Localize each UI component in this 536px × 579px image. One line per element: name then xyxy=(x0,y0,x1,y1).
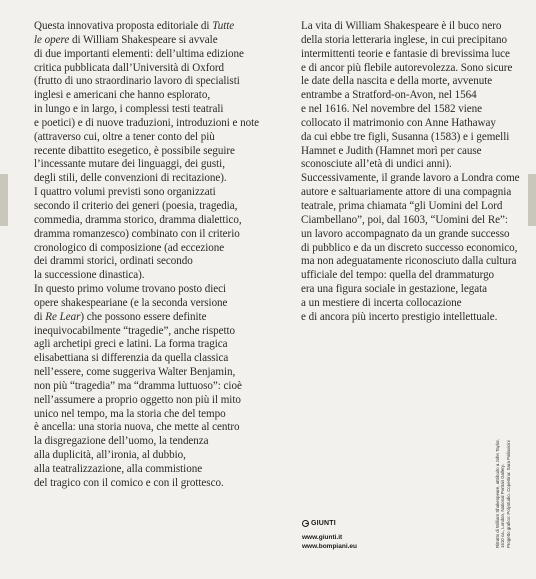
text-line: dei drammi storici, ordinati secondo xyxy=(34,255,193,268)
text-line: l’incessante mutare dei linguaggi, dei gusti, xyxy=(34,158,225,171)
image-credits xyxy=(495,439,511,548)
text-line: non più “tragedia” ma “dramma luttuoso”: cioè xyxy=(34,379,242,392)
publisher-name: GIUNTI xyxy=(311,520,336,527)
text-line: elisabettiana si differenzia da quella classica xyxy=(34,352,229,365)
text-line: dramma romanzesco) combinato con il criterio xyxy=(34,227,240,240)
text-line: entrambe a Stratford-on-Avon, nel 1564 xyxy=(301,89,477,102)
text-line: Hamnet e Judith (Hamnet morì per cause xyxy=(301,144,482,157)
text-line: La vita di William Shakespeare è il buco nero xyxy=(301,20,502,32)
text-line: le opere di William Shakespeare si avvale xyxy=(34,33,218,46)
text-line: secondo il criterio dei generi (poesia, tragedia, xyxy=(34,199,238,212)
text-line: ufficiale del tempo: quella del drammaturgo xyxy=(301,269,495,282)
text-line: agli archetipi greci e latini. La forma tragica xyxy=(34,338,228,351)
text-line: alla teatralizzazione, alla commistione xyxy=(34,463,203,475)
credit-line: Progetto grafico: Polystudio. Copertina: Sara Pallavicini xyxy=(505,440,511,548)
text-line: della storia letteraria inglese, in cui precipitano xyxy=(301,33,507,46)
text-line: In questo primo volume trovano posto dieci xyxy=(34,283,227,296)
text-line: e poetici) e di nuove traduzioni, introduzioni e note xyxy=(34,116,260,129)
text-line: in lungo e in largo, i complessi testi teatrali xyxy=(34,103,224,116)
text-line: recente dibattito esegetico, è possibile seguire xyxy=(34,144,235,157)
left-paragraph-volumes xyxy=(34,186,264,283)
text-line: e nel 1616. Nel novembre del 1582 viene xyxy=(301,103,483,116)
text-line: inequivocabilmente “tragedie”, anche rispetto xyxy=(34,324,236,337)
left-paragraph-intro xyxy=(34,20,264,186)
credit-line: Ritratto di William Shakespeare, attribuito a John Taylor, xyxy=(495,439,500,548)
left-paragraph-first-volume xyxy=(34,283,264,491)
text-line: degli stili, delle convenzioni di recitazione). xyxy=(34,172,227,185)
text-line: commedia, dramma storico, dramma dialettico, xyxy=(34,213,242,226)
text-line: Questa innovativa proposta editoriale di Tutte xyxy=(34,20,235,32)
text-line: di pubblico e da un discreto successo economico, xyxy=(301,241,518,254)
text-line: le date della nascita e della morte, avvenute xyxy=(301,75,493,88)
text-line: nell’essere, come suggeriva Walter Benjamin, xyxy=(34,366,236,379)
right-paragraph-career xyxy=(301,172,520,324)
text-line: Ciambellano”, poi, dal 1603, “Uomini del Re”: xyxy=(301,213,508,226)
text-line: alla duplicità, all’ironia, al dubbio, xyxy=(34,449,186,462)
text-line: inglesi e americani che hanno esplorato, xyxy=(34,89,211,102)
text-line: critica pubblicata dall’Università di Oxford xyxy=(34,61,225,74)
text-line: di due importanti elementi: dell’ultima edizione xyxy=(34,47,244,60)
flap-fold-mark-right xyxy=(528,174,536,226)
text-line: (frutto di uno straordinario lavoro di specialisti xyxy=(34,75,240,88)
text-line: autore e saltuariamente attore di una compagnia xyxy=(301,186,512,199)
text-line: unico nel tempo, ma la storia che del tempo xyxy=(34,407,226,420)
text-line: intermittenti teorie e fantasie di brevissima luce xyxy=(301,47,510,60)
text-line: un lavoro accompagnato da un grande successo xyxy=(301,227,510,240)
text-line: I quattro volumi previsti sono organizzati xyxy=(34,186,216,199)
text-line: collocato il matrimonio con Anne Hathaway xyxy=(301,116,496,129)
flap-fold-mark-left xyxy=(0,174,8,226)
publisher-logo xyxy=(302,520,357,527)
text-line: (attraverso cui, oltre a tener conto del più xyxy=(34,130,215,143)
text-line: la successione dinastica). xyxy=(34,269,145,282)
text-line: da cui ebbe tre figli, Susanna (1583) e i gemelli xyxy=(301,130,510,143)
publisher-website-giunti[interactable]: www.giunti.it xyxy=(302,534,343,541)
right-text-column xyxy=(301,20,520,325)
text-line: e di ancora più incerto prestigio intellettuale. xyxy=(301,310,498,323)
text-line: di Re Lear) che possono essere definite xyxy=(34,310,207,323)
right-paragraph-biography xyxy=(301,20,513,172)
text-line: è ancella: una storia nuova, che mette al centro xyxy=(34,421,240,434)
publisher-website-bompiani[interactable]: www.bompiani.eu xyxy=(302,543,358,550)
text-line: sconosciute all’età di undici anni). xyxy=(301,158,452,171)
text-line: era una figura sociale in gestazione, legata xyxy=(301,283,487,296)
text-line: nell’assumere a proprio oggetto non più il mito xyxy=(34,393,241,406)
giunti-logo-icon xyxy=(302,520,309,527)
text-line: la disgregazione dell’uomo, la tendenza xyxy=(34,435,209,448)
text-line: Successivamente, il grande lavoro a Londra come xyxy=(301,172,520,185)
text-line: e di ancor più flebile autorevolezza. Sono sicure xyxy=(301,61,513,74)
text-line: cronologico di composizione (ad eccezione xyxy=(34,241,225,254)
text-line: a un mestiere di incerta collocazione xyxy=(301,296,462,309)
credit-line: 1610 ca., London, National Portrait Gallery. xyxy=(500,464,506,548)
left-text-column xyxy=(34,20,264,491)
text-line: opere shakespeariane (e la seconda versione xyxy=(34,296,228,309)
publisher-block xyxy=(302,520,357,551)
text-line: teatrale, prima chiamata “gli Uomini del Lord xyxy=(301,199,503,212)
text-line: del tragico con il comico e con il grottesco. xyxy=(34,476,224,489)
text-line: ma non adeguatamente riconosciuto dalla cultura xyxy=(301,255,517,268)
